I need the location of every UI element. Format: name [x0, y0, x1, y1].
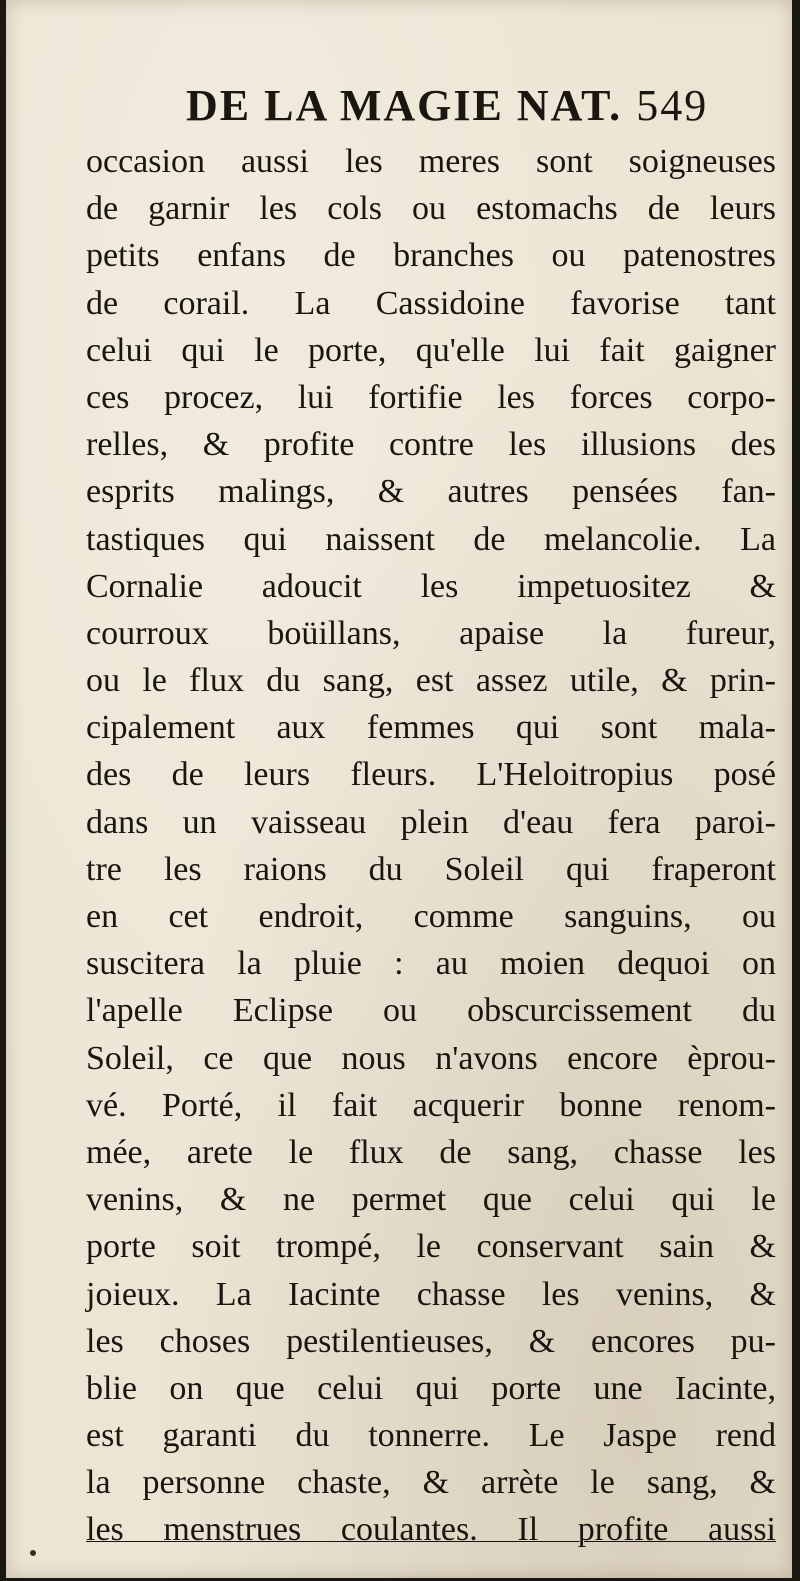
text-line: la personne chaste, & arrète le sang, & — [86, 1464, 776, 1502]
text-line: dans un vaisseau plein d'eau fera paroi- — [86, 803, 776, 841]
text-line: vé. Porté, il fait acquerir bonne renom- — [86, 1086, 776, 1124]
text-line: relles, & profite contre les illusions des — [86, 426, 776, 464]
page-number: 549 — [636, 81, 709, 130]
running-title: DE LA MAGIE NAT. — [186, 81, 623, 130]
ink-speck — [30, 1550, 36, 1556]
text-line: en cet endroit, comme sanguins, ou — [86, 898, 776, 935]
text-line: les menstrues coulantes. Il profite aussi — [86, 1511, 776, 1549]
text-line: tastiques qui naissent de melancolie. La — [86, 520, 776, 558]
text-line: venins, & ne permet que celui qui le — [86, 1181, 776, 1219]
text-line: ces procez, lui fortifie les forces corpo- — [86, 378, 776, 416]
text-line: courroux boüillans, apaise la fureur, — [86, 614, 776, 652]
text-line: Cornalie adoucit les impetuositez & — [86, 567, 776, 605]
text-line: petits enfans de branches ou patenostres — [86, 237, 776, 275]
text-line: porte soit trompé, le conservant sain & — [86, 1228, 776, 1266]
text-line: Soleil, ce que nous n'avons encore èprou- — [86, 1039, 776, 1077]
text-line: les choses pestilentieuses, & encores pu- — [86, 1322, 776, 1360]
text-line: des de leurs fleurs. L'Heloitropius posé — [86, 756, 776, 794]
text-line: de corail. La Cassidoine favorise tant — [86, 284, 776, 322]
text-line: l'apelle Eclipse ou obscurcissement du — [86, 992, 776, 1030]
text-line: celui qui le porte, qu'elle lui fait gaigner — [86, 331, 776, 369]
body-text — [86, 138, 776, 1554]
text-line: esprits malings, & autres pensées fan- — [86, 473, 776, 511]
text-line: blie on que celui qui porte une Iacinte, — [86, 1369, 776, 1407]
book-page — [6, 0, 792, 1578]
text-line: mée, arete le flux de sang, chasse les — [86, 1133, 776, 1171]
text-line: cipalement aux femmes qui sont mala- — [86, 709, 776, 747]
text-line: occasion aussi les meres sont soigneuses — [86, 143, 776, 180]
text-line: est garanti du tonnerre. Le Jaspe rend — [86, 1417, 776, 1455]
text-line: de garnir les cols ou estomachs de leurs — [86, 190, 776, 228]
text-line: tre les raions du Soleil qui fraperont — [86, 850, 776, 888]
text-line: ou le flux du sang, est assez utile, & prin- — [86, 662, 776, 700]
text-line: joieux. La Iacinte chasse les venins, & — [86, 1275, 776, 1313]
running-head — [186, 80, 786, 131]
text-line: suscitera la pluie : au moien dequoi on — [86, 945, 776, 983]
